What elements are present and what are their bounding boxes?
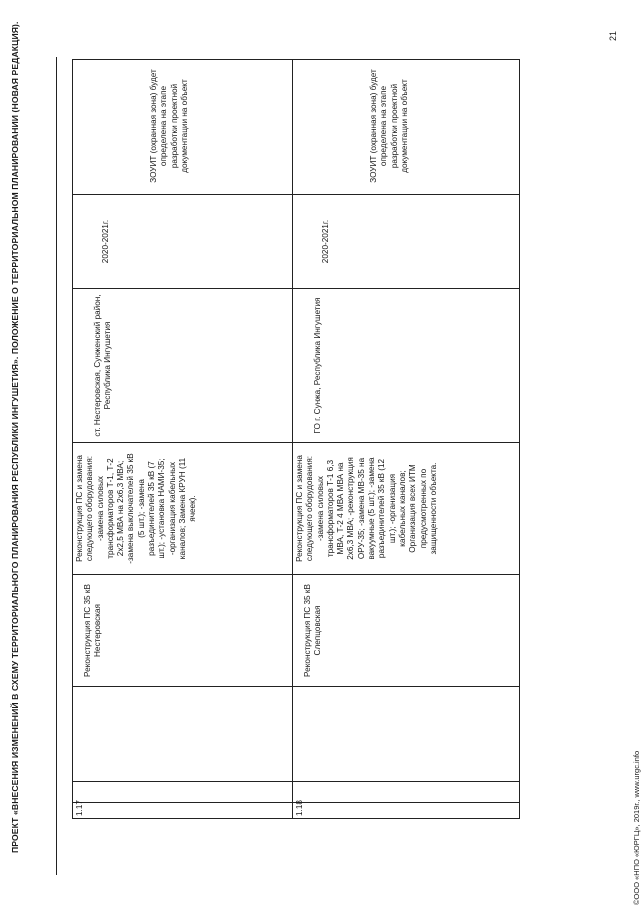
table-row bbox=[73, 60, 293, 818]
row-number-cell bbox=[293, 802, 519, 818]
row-number: 1.17 bbox=[75, 800, 84, 816]
empty-cell bbox=[73, 686, 292, 802]
object-description: Реконструкция ПС и замена следующего оборудования: -замена силовых трансформаторов Т-1, Т-2 2х2,5 МВА на 2х6,3 МВА; -замена выключателей 35 кВ (5 шт.); -замена разъединителей 35 кВ (7 шт.); -установка НАМИ-35; -организация кабельных каналов; Замена КРУН (11 ячеек). bbox=[75, 453, 198, 564]
zone-cell bbox=[293, 58, 519, 194]
empty-cell bbox=[293, 686, 519, 802]
object-description: Реконструкция ПС и замена следующего оборудования: -замена силовых трансформаторов Т-1 6,3 МВА, Т-2 4 МВА МВА на 2х6,3 МВА; -реконструкция ОРУ-35; -замена МВ-35 на вакуумные (5 шт.); -замена разъединителей 35 кВ (12 шт.); -организация кабельных каналов; Организация всех ИТМ предусмотренных по защищенности объекта. bbox=[295, 455, 438, 562]
object-zone: ЗОУИТ (охранная зона) будет определена на этапе разработки проектной документации на объект bbox=[149, 69, 189, 183]
object-name: Реконструкция ПС 35 кВ Нестеровская bbox=[83, 584, 103, 677]
object-location: ГО г. Сунжа, Республика Ингушетия bbox=[313, 297, 322, 434]
cell-divider bbox=[73, 781, 292, 782]
page-number: 21 bbox=[608, 30, 618, 41]
cell-divider bbox=[293, 781, 519, 782]
object-term: 2020-2021г. bbox=[321, 219, 330, 264]
term-cell bbox=[73, 194, 292, 288]
object-name-cell bbox=[73, 574, 292, 686]
location-cell bbox=[73, 288, 292, 442]
object-name-cell bbox=[293, 574, 519, 686]
object-zone: ЗОУИТ (охранная зона) будет определена на этапе разработки проектной документации на объект bbox=[369, 69, 409, 183]
document-header-title: ПРОЕКТ «ВНЕСЕНИЯ ИЗМЕНЕНИЙ В СХЕМУ ТЕРРИТОРИАЛЬНОГО ПЛАНИРОВАНИЯ РЕСПУБЛИКИ ИНГУШЕТИЯ». ПОЛОЖЕНИЕ О ТЕРРИТОРИАЛЬНОМ ПЛАНИРОВАНИИ (НОВАЯ РЕДАКЦИЯ). bbox=[10, 21, 20, 853]
row-number-cell bbox=[73, 802, 292, 818]
header-rule bbox=[56, 57, 57, 875]
description-cell bbox=[293, 442, 519, 574]
object-location: ст. Нестеровская, Сунженский район, Республика Ингушетия bbox=[93, 294, 113, 437]
term-cell bbox=[293, 194, 519, 288]
projects-table bbox=[72, 59, 520, 819]
zone-cell bbox=[73, 58, 292, 194]
location-cell bbox=[293, 288, 519, 442]
object-name: Реконструкция ПС 35 кВ Слепцовская bbox=[303, 584, 323, 677]
footer-copyright: ©ООО «НПО «ЮРГЦ», 2019г., www.urgc.info bbox=[632, 750, 641, 905]
table-row bbox=[293, 60, 519, 818]
object-term: 2020-2021г. bbox=[101, 219, 110, 264]
row-number: 1.18 bbox=[295, 800, 304, 816]
description-cell bbox=[73, 442, 292, 574]
